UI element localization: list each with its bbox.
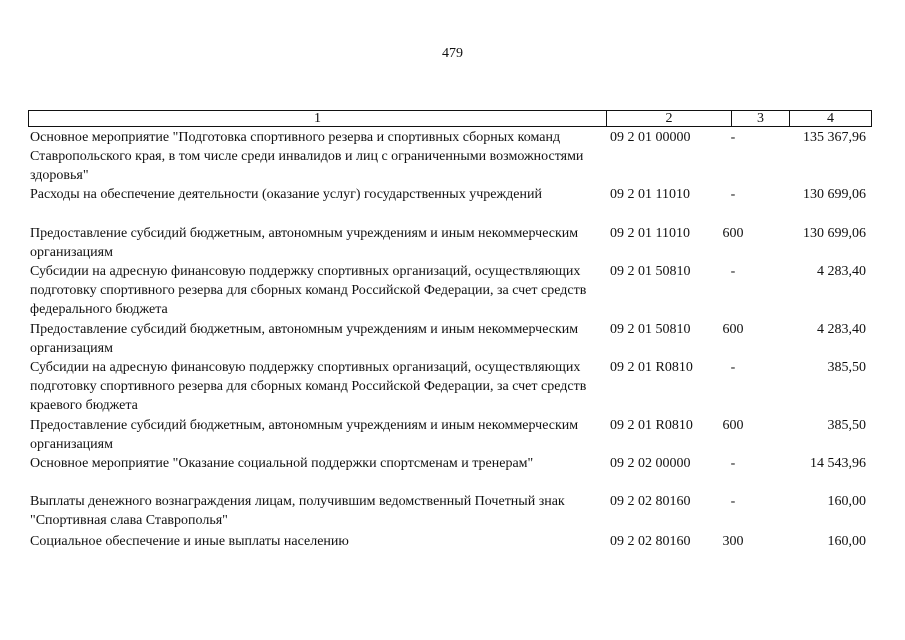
header-col-3: 3 (732, 111, 790, 126)
row-code: 09 2 02 00000 (610, 456, 691, 471)
row-expense-type: - (730, 187, 736, 202)
row-amount: 385,50 (827, 418, 866, 433)
row-description: Субсидии на адресную финансовую поддержку спортивных организаций, осуществляющих подготовку спортивного резерва для сборных команд Российской Федерации, за счет средств федерального бюджета (30, 264, 587, 317)
row-code: 09 2 01 11010 (610, 226, 690, 241)
row-code: 09 2 02 80160 (610, 534, 691, 549)
row-expense-type: - (730, 360, 736, 375)
row-amount: 4 283,40 (817, 264, 866, 279)
row-code: 09 2 01 R0810 (610, 418, 693, 433)
row-amount: 130 699,06 (803, 226, 866, 241)
row-code: 09 2 01 11010 (610, 187, 690, 202)
row-description: Расходы на обеспечение деятельности (оказание услуг) государственных учреждений (30, 187, 542, 202)
row-description: Субсидии на адресную финансовую поддержку спортивных организаций, осуществляющих подготовку спортивного резерва для сборных команд Российской Федерации, за счет средств краевого бюджета (30, 360, 587, 413)
row-code: 09 2 01 R0810 (610, 360, 693, 375)
header-col-2: 2 (607, 111, 732, 126)
row-amount: 385,50 (827, 360, 866, 375)
row-description: Предоставление субсидий бюджетным, автономным учреждениям и иным некоммерческим организациям (30, 418, 579, 452)
row-amount: 14 543,96 (810, 456, 866, 471)
row-description: Предоставление субсидий бюджетным, автономным учреждениям и иным некоммерческим организациям (30, 226, 579, 260)
page-number: 479 (442, 46, 463, 61)
row-description: Предоставление субсидий бюджетным, автономным учреждениям и иным некоммерческим организациям (30, 322, 579, 356)
row-code: 09 2 01 50810 (610, 322, 691, 337)
row-expense-type: - (730, 456, 736, 471)
row-expense-type: 600 (722, 418, 744, 433)
row-description: Основное мероприятие "Оказание социальной поддержки спортсменам и тренерам" (30, 456, 534, 471)
header-col-1: 1 (29, 111, 607, 126)
row-code: 09 2 01 50810 (610, 264, 691, 279)
row-expense-type: 300 (722, 534, 744, 549)
row-expense-type: 600 (722, 226, 744, 241)
header-col-4: 4 (827, 111, 834, 126)
row-amount: 4 283,40 (817, 322, 866, 337)
table-header (28, 110, 872, 127)
row-amount: 160,00 (827, 534, 866, 549)
row-code: 09 2 01 00000 (610, 130, 691, 145)
row-expense-type: - (730, 130, 736, 145)
row-amount: 160,00 (827, 494, 866, 509)
row-expense-type: - (730, 494, 736, 509)
row-expense-type: - (730, 264, 736, 279)
row-expense-type: 600 (722, 322, 744, 337)
row-amount: 130 699,06 (803, 187, 866, 202)
row-description: Социальное обеспечение и иные выплаты населению (30, 534, 349, 549)
row-code: 09 2 02 80160 (610, 494, 691, 509)
row-description: Основное мероприятие "Подготовка спортивного резерва и спортивных сборных команд Ставропольского края, в том числе среди инвалидов и лиц с ограниченными возможностями здоровья" (30, 130, 584, 183)
row-description: Выплаты денежного вознаграждения лицам, получившим ведомственный Почетный знак "Спортивная слава Ставрополья" (30, 494, 565, 528)
row-amount: 135 367,96 (803, 130, 866, 145)
